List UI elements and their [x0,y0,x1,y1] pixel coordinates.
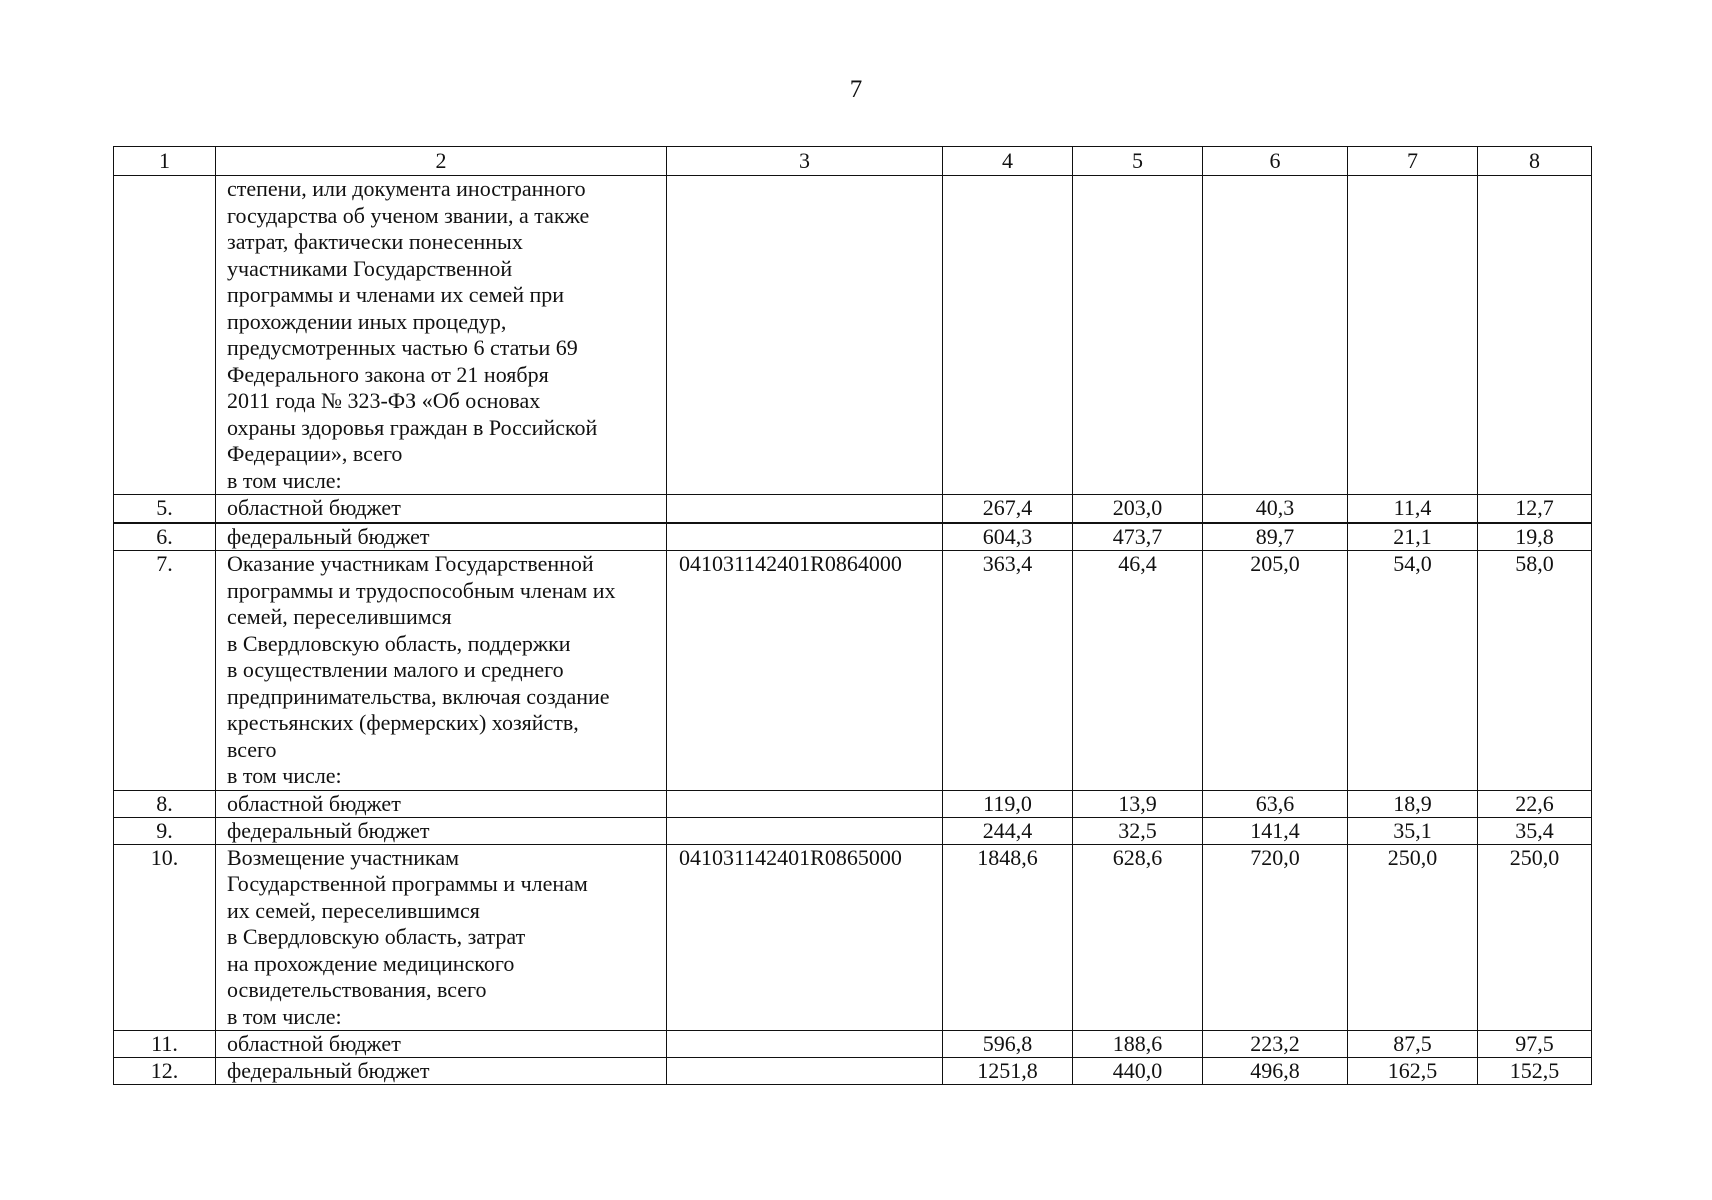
amount-cell: 97,5 [1478,1031,1592,1058]
table-row [114,495,1592,523]
description-line: государства об ученом звании, а также [227,202,590,228]
row-description [216,790,667,817]
description-line: областной бюджет [227,790,401,816]
row-description [216,1058,667,1085]
column-header: 2 [216,147,667,176]
description-line: Оказание участникам Государственной [227,551,594,576]
description-line: затрат, фактически понесенных [227,229,523,254]
amount-cell [1348,176,1478,495]
description-line: в осуществлении малого и среднего [227,657,564,682]
row-description [216,551,667,791]
amount-cell: 119,0 [943,790,1073,817]
amount-cell: 87,5 [1348,1031,1478,1058]
description-line: программы и членами их семей при [227,282,565,307]
amount-cell: 63,6 [1203,790,1348,817]
amount-cell: 162,5 [1348,1058,1478,1085]
amount-cell [1203,176,1348,495]
description-line: федеральный бюджет [227,523,430,549]
amount-cell: 19,8 [1478,523,1592,551]
row-number: 8. [114,790,216,817]
row-description [216,817,667,844]
table-body [114,176,1592,1085]
amount-cell [1478,176,1592,495]
amount-cell: 21,1 [1348,523,1478,551]
row-description [216,495,667,523]
column-header: 7 [1348,147,1478,176]
description-line: их семей, переселившимся [227,897,480,923]
table-row [114,1058,1592,1085]
budget-code: 041031142401R0865000 [667,844,943,1031]
column-header: 4 [943,147,1073,176]
description-line: федеральный бюджет [227,817,430,843]
row-description [216,844,667,1031]
row-number: 12. [114,1058,216,1085]
amount-cell: 40,3 [1203,495,1348,523]
table-row [114,551,1592,791]
amount-cell: 223,2 [1203,1031,1348,1058]
description-line: в Свердловскую область, затрат [227,924,526,949]
description-line: Государственной программы и членам [227,871,588,896]
budget-code [667,790,943,817]
column-header: 3 [667,147,943,176]
row-number [114,176,216,495]
amount-cell: 54,0 [1348,551,1478,791]
amount-cell: 250,0 [1478,844,1592,1031]
page-number: 7 [849,76,863,103]
description-line: семей, переселившимся [227,604,452,629]
description-line: участниками Государственной [227,255,513,281]
amount-cell: 11,4 [1348,495,1478,523]
amount-cell [943,176,1073,495]
description-line: предусмотренных частью 6 статьи 69 [227,335,578,360]
table-row [114,790,1592,817]
amount-cell: 244,4 [943,817,1073,844]
table-row [114,1031,1592,1058]
budget-code [667,1031,943,1058]
amount-cell: 1848,6 [943,844,1073,1031]
description-line: предпринимательства, включая создание [227,683,610,709]
description-line: крестьянских (фермерских) хозяйств, [227,710,579,735]
amount-cell: 22,6 [1478,790,1592,817]
amount-cell: 35,1 [1348,817,1478,844]
description-line: всего [227,736,277,762]
row-number: 5. [114,495,216,523]
amount-cell: 203,0 [1073,495,1203,523]
amount-cell: 628,6 [1073,844,1203,1031]
amount-cell: 13,9 [1073,790,1203,817]
budget-code [667,817,943,844]
table-row [114,844,1592,1031]
description-line: на прохождение медицинского [227,950,515,976]
description-line: 2011 года № 323-ФЗ «Об основах [227,388,541,413]
amount-cell: 205,0 [1203,551,1348,791]
description-line: областной бюджет [227,495,401,520]
amount-cell: 188,6 [1073,1031,1203,1058]
amount-cell: 1251,8 [943,1058,1073,1085]
amount-cell: 363,4 [943,551,1073,791]
row-number: 7. [114,551,216,791]
amount-cell [1073,176,1203,495]
amount-cell: 596,8 [943,1031,1073,1058]
description-line: в Свердловскую область, поддержки [227,630,571,656]
amount-cell: 440,0 [1073,1058,1203,1085]
description-line: программы и трудоспособным членам их [227,577,616,603]
column-header: 5 [1073,147,1203,176]
row-description [216,1031,667,1058]
amount-cell: 32,5 [1073,817,1203,844]
table-row [114,523,1592,551]
budget-code [667,495,943,523]
description-line: Федерального закона от 21 ноября [227,361,549,387]
budget-code [667,1058,943,1085]
amount-cell: 250,0 [1348,844,1478,1031]
amount-cell: 46,4 [1073,551,1203,791]
budget-code [667,176,943,495]
budget-code: 041031142401R0864000 [667,551,943,791]
amount-cell: 35,4 [1478,817,1592,844]
amount-cell: 18,9 [1348,790,1478,817]
column-header: 8 [1478,147,1592,176]
amount-cell: 604,3 [943,523,1073,551]
description-line: степени, или документа иностранного [227,176,586,201]
amount-cell: 496,8 [1203,1058,1348,1085]
table-row [114,176,1592,495]
description-line: областной бюджет [227,1031,401,1056]
description-line: в том числе: [227,1003,342,1029]
description-line: Федерации», всего [227,441,403,466]
row-number: 10. [114,844,216,1031]
amount-cell: 267,4 [943,495,1073,523]
table-row [114,817,1592,844]
table-header-row [114,147,1592,176]
description-line: прохождении иных процедур, [227,308,507,334]
column-header: 1 [114,147,216,176]
column-header: 6 [1203,147,1348,176]
row-number: 11. [114,1031,216,1058]
row-number: 6. [114,523,216,551]
amount-cell: 720,0 [1203,844,1348,1031]
row-description [216,176,667,495]
row-number: 9. [114,817,216,844]
amount-cell: 58,0 [1478,551,1592,791]
description-line: охраны здоровья граждан в Российской [227,414,598,440]
amount-cell: 473,7 [1073,523,1203,551]
description-line: Возмещение участникам [227,844,460,870]
amount-cell: 89,7 [1203,523,1348,551]
budget-table [113,146,1592,1085]
description-line: в том числе: [227,763,342,788]
description-line: в том числе: [227,467,342,493]
description-line: освидетельствования, всего [227,977,487,1002]
description-line: федеральный бюджет [227,1058,430,1083]
amount-cell: 141,4 [1203,817,1348,844]
amount-cell: 12,7 [1478,495,1592,523]
row-description [216,523,667,551]
amount-cell: 152,5 [1478,1058,1592,1085]
budget-code [667,523,943,551]
